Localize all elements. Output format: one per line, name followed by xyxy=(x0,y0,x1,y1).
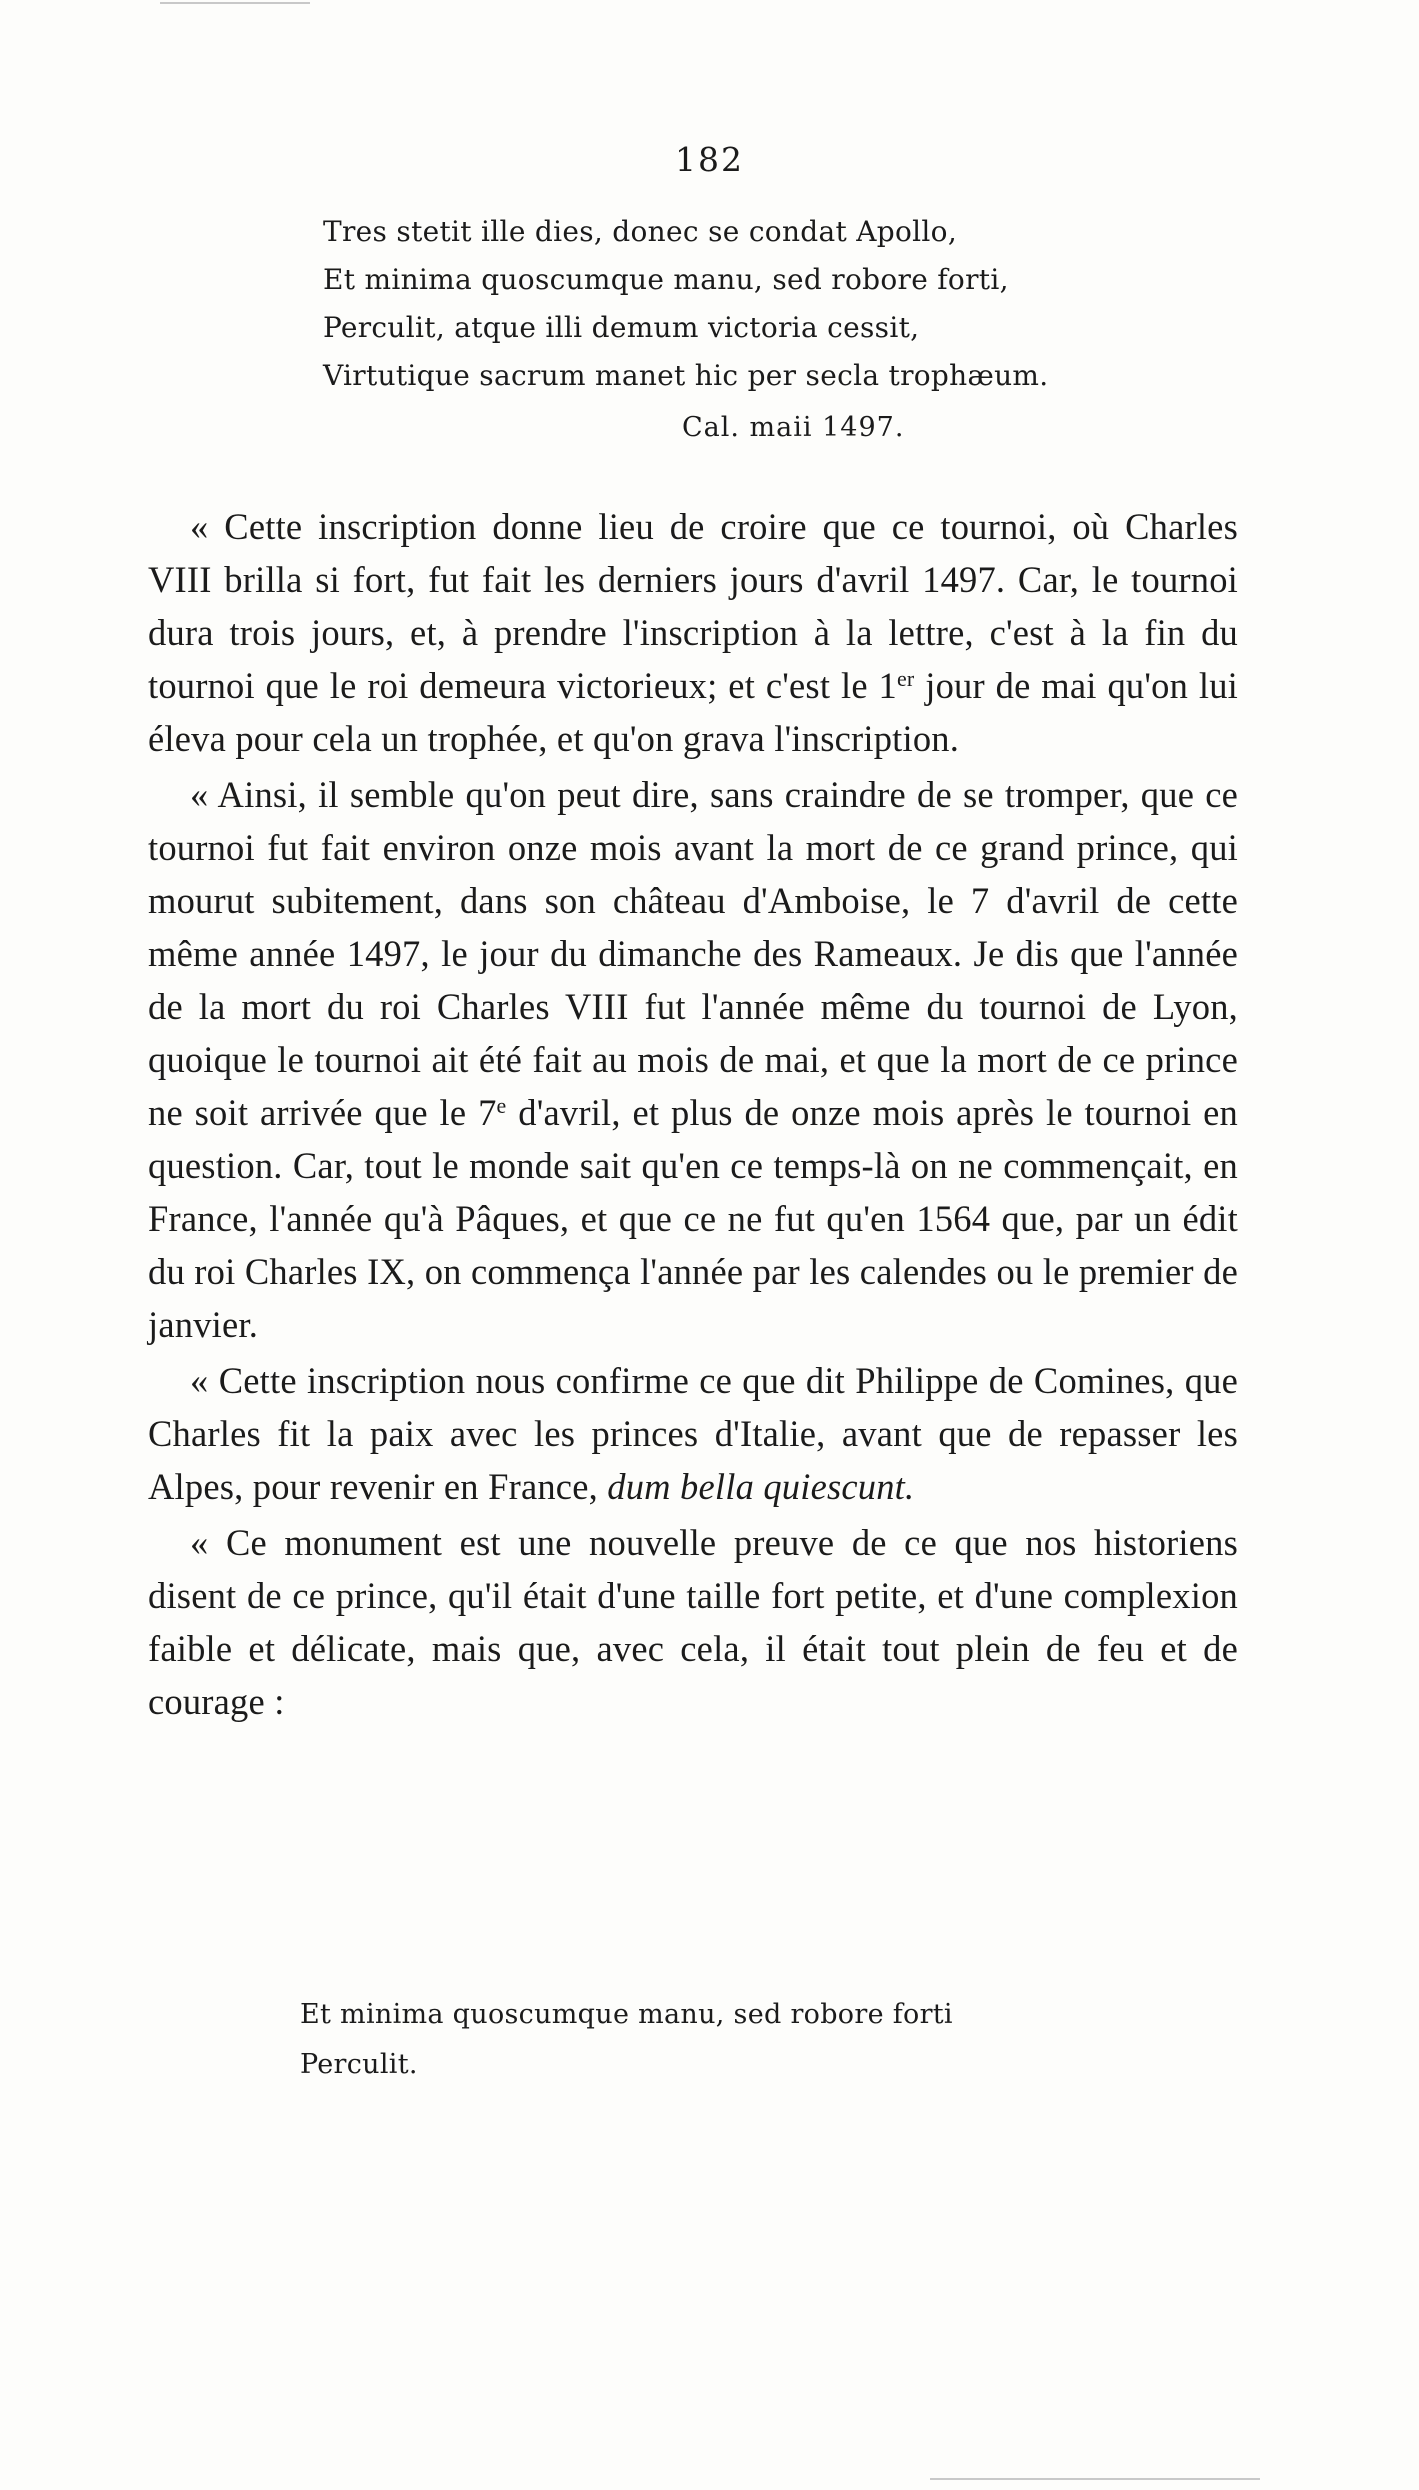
ordinal-superscript: e xyxy=(496,1092,507,1118)
prose-body xyxy=(148,500,1238,1731)
verse-line: Perculit. xyxy=(300,2049,418,2080)
paragraph-text: « Ainsi, il semble qu'on peut dire, sans craindre de se tromper, que ce tournoi fut fait environ onze mois avant la mort de ce grand prince, qui mourut subitement, dans son château d'Amboise, le 7 d'avril de cette même année 1497, le jour du dimanche des Rameaux. Je dis que l'année de la mort du roi Charles VIII fut l'année même du tournoi de Lyon, quoique le tournoi ait été fait au mois de mai, et que la mort de ce prince ne soit arrivée que le 7 xyxy=(148,774,1238,1133)
paragraph xyxy=(148,1354,1238,1513)
paragraph-text: jour de mai qu'on lui éleva pour cela un trophée, et qu'on grava l'inscription. xyxy=(148,665,1238,759)
paragraph-text: « Cette inscription nous confirme ce que dit Philippe de Comines, que Charles fit la paix avec les princes d'Italie, avant que de repasser les Alpes, pour revenir en France, xyxy=(148,1360,1238,1507)
closing-verse xyxy=(300,1990,1100,2090)
paragraph-text: « Ce monument est une nouvelle preuve de ce que nos historiens disent de ce prince, qu'il était d'une taille fort petite, et d'une complexion faible et délicate, mais que, avec cela, il était tout plein de feu et de courage : xyxy=(148,1522,1238,1722)
verse-date: Cal. maii 1497. xyxy=(682,412,905,443)
verse-line: Et minima quoscumque manu, sed robore forti, xyxy=(323,263,1009,296)
paragraph-text: « Cette inscription donne lieu de croire que ce tournoi, où Charles VIII brilla si fort, fut fait les derniers jours d'avril 1497. Car, le tournoi dura trois jours, et, à prendre l'inscription à la lettre, c'est à la fin du tournoi que le roi demeura victorieux; et c'est le 1 xyxy=(148,506,1238,706)
ordinal-superscript: er xyxy=(897,665,915,691)
bottom-edge-mark xyxy=(930,2478,1260,2480)
paragraph xyxy=(148,500,1238,765)
paragraph xyxy=(148,1516,1238,1728)
top-edge-mark xyxy=(160,2,310,4)
paragraph xyxy=(148,768,1238,1351)
verse-line: Virtutique sacrum manet hic per secla trophæum. xyxy=(323,359,1049,392)
page-number: 182 xyxy=(675,140,744,179)
paragraph-text: d'avril, et plus de onze mois après le tournoi en question. Car, tout le monde sait qu'en ce temps-là on ne commençait, en France, l'année qu'à Pâques, et que ce ne fut qu'en 1564 que, par un édit du roi Charles IX, on commença l'année par les calendes ou le premier de janvier. xyxy=(148,1092,1238,1345)
verse-line: Tres stetit ille dies, donec se condat Apollo, xyxy=(323,215,958,248)
verse-line: Et minima quoscumque manu, sed robore forti xyxy=(300,1999,953,2030)
verse-line: Perculit, atque illi demum victoria cessit, xyxy=(323,311,920,344)
latin-verse xyxy=(323,208,1123,400)
latin-quote: dum bella quiescunt. xyxy=(607,1466,915,1507)
